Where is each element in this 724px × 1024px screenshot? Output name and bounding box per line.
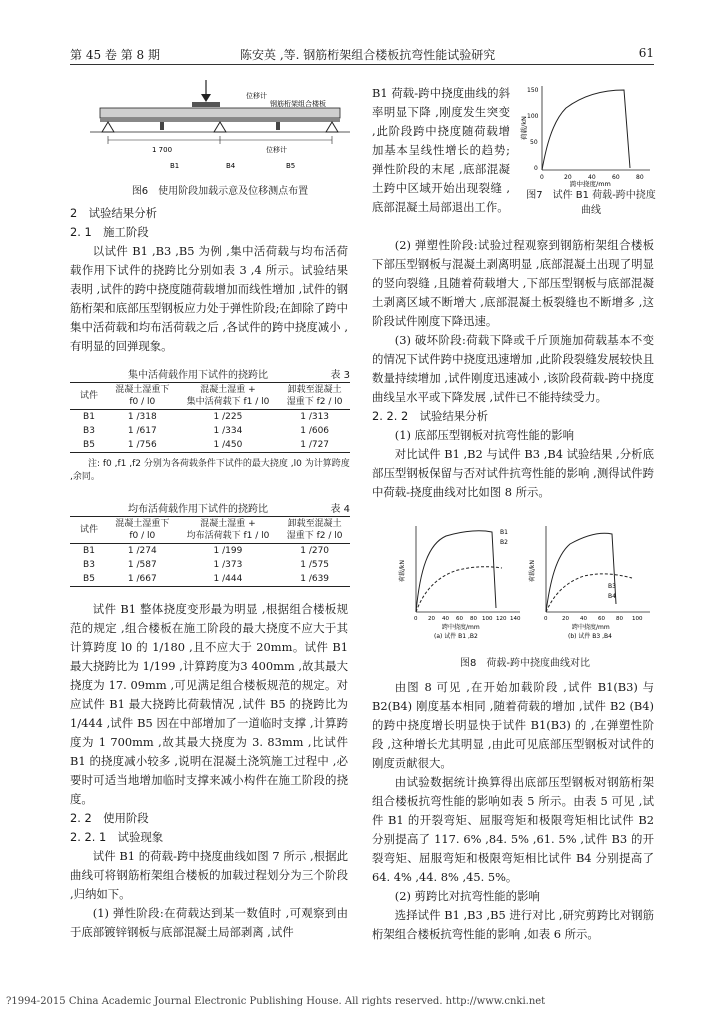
table-cell: 1 /225 — [213, 412, 243, 422]
table-header: 卸载至混凝土 湿重下 f2 / l0 — [279, 383, 350, 410]
paragraph: 选择试件 B1 ,B3 ,B5 进行对比 ,研究剪跨比对钢筋桁架组合楼板抗弯性能的影响 ,如表 6 所示。 — [372, 908, 654, 941]
fig8a-series-b1 — [416, 531, 496, 612]
fig8b-x-tick: 80 — [616, 616, 623, 622]
subsection-heading: 2. 2. 2 试验结果分析 — [372, 409, 488, 423]
table-cell: 1 /334 — [213, 426, 243, 436]
table4 — [70, 516, 350, 587]
fig8b-x-tick: 40 — [580, 616, 587, 622]
table-cell: 1 /313 — [300, 412, 330, 422]
table4-title — [70, 500, 350, 515]
paragraph: 以试件 B1 ,B3 ,B5 为例 ,集中活荷载与均布活荷载作用下试件的挠跨比分别如表 3 ,4 所示。试验结果表明 ,试件的跨中挠度随荷载增加而线性增加 ,试件的钢筋桁架和底部压型钢板应力处于弹性阶段;在卸除了跨中集中活荷载和均布活荷载之后 ,各试件的跨中挠度减小 ,有明显的回弹现象。 — [70, 244, 348, 353]
fig6-label: B1 — [170, 162, 180, 170]
left-column-top — [70, 204, 348, 356]
right-top-paragraph — [372, 84, 510, 217]
paragraph: (1) 弹性阶段:在荷载达到某一数值时 ,可观察到由于底部镀锌钢板与底部混凝土局部剥离 ,试件 — [70, 906, 348, 939]
table-cell: 1 /587 — [127, 560, 157, 570]
fig7-y-tick: 150 — [527, 87, 539, 94]
table-cell: 1 /274 — [127, 546, 157, 556]
fig7-x-tick: 60 — [612, 174, 620, 181]
fig8a-x-tick: 100 — [482, 616, 493, 622]
fig8b-y-label: 荷载/kN — [529, 560, 536, 582]
table-header: 混凝土湿重 + 均布活荷载下 f1 / l0 — [177, 517, 280, 544]
paragraph: 试件 B1 整体挠度变形最为明显 ,根据组合楼板规范的规定 ,组合楼板在施工阶段的最大挠度不应大于其计算跨度 l0 的 1/180 ,且不应大于 20mm。试件 B1 最大挠跨比为 1/199 ,计算跨度为3 400mm ,故其最大挠度为 17. 09mm ,可见满足组合楼板规范的规定。对应试件 B1 最大挠跨比荷载情况 ,试件 B5 的挠跨比为 1/444 ,试件 B5 因在中部增加了一道临时支撑 ,计算跨度为 1 700mm ,故其最大挠度为 3. 83mm ,比试件 B1 的挠度减小较多 ,说明在混凝土浇筑施工过程中 ,必要时可适当地增加临时支撑来减小构件在施工阶段的挠度。 — [70, 602, 348, 806]
fig8b-x-label: 跨中挠度/mm — [572, 624, 610, 631]
table-row — [70, 424, 350, 438]
fig8a-x-tick: 20 — [428, 616, 435, 622]
fig6-label: 钢筋桁架组合楼板 — [270, 100, 326, 108]
table-row — [70, 438, 350, 453]
table-cell: B3 — [83, 560, 95, 570]
fig8a-x-tick: 120 — [496, 616, 507, 622]
table-cell: 1 /617 — [127, 426, 157, 436]
right-column-bottom — [372, 678, 654, 944]
table-cell: 1 /575 — [300, 560, 330, 570]
table-header: 卸载至混凝土 湿重下 f2 / l0 — [279, 517, 350, 544]
article-running-title: 陈安英 ,等. 钢筋桁架组合楼板抗弯性能试验研究 — [240, 48, 496, 62]
fig7-x-tick: 20 — [564, 174, 572, 181]
left-column-bottom — [70, 600, 348, 942]
paragraph: (3) 破坏阶段:荷载下降或千斤顶施加荷载基本不变的情况下试件跨中挠度迅速增加 ,此阶段裂缝发展较快且数量持续增加 ,试件刚度迅速减小 ,该阶段荷载-跨中挠度曲线呈水平或下降发展 ,试件已不能持续受力。 — [372, 333, 654, 404]
copyright-text: ?1994-2015 China Academic Journal Electronic Publishing House. All rights reserved. http://www.cnki.net — [6, 996, 546, 1007]
table-row — [70, 410, 350, 425]
fig8b-x-tick: 0 — [544, 616, 548, 622]
table-cell: 1 /606 — [300, 426, 330, 436]
subsection-heading: 2. 2 使用阶段 — [70, 811, 149, 825]
paragraph: 由试验数据统计换算得出底部压型钢板对钢筋桁架组合楼板抗弯性能的影响如表 5 所示。由表 5 可见 ,试件 B1 的开裂弯矩、屈服弯矩和极限弯矩相比试件 B2 分别提高了 117. 6% ,84. 5% ,61. 5% ,试件 B3 的开裂弯矩、屈服弯矩和极限弯矩相比试件 B4 分别提高了 64. 4% ,44. 8% ,45. 5%。 — [372, 775, 654, 884]
subsubsection-heading: (2) 剪跨比对抗弯性能的影响 — [394, 889, 540, 903]
page-number: 61 — [638, 46, 654, 60]
fig7-y-tick: 100 — [527, 113, 539, 120]
fig6-label: B4 — [226, 162, 236, 170]
fig7-x-tick: 40 — [588, 174, 596, 181]
fig8a-legend-b2: B2 — [500, 539, 508, 546]
table-header: 混凝土湿重 + 集中活荷载下 f1 / l0 — [177, 383, 280, 410]
table-row — [70, 572, 350, 587]
fig8b-legend-b4: B4 — [608, 593, 616, 600]
fig8a-series-b2 — [416, 567, 502, 612]
paragraph: 试件 B1 的荷载-跨中挠度曲线如图 7 所示 ,根据此曲线可将钢筋桁架组合楼板的加载过程划分为三个阶段 ,归纳如下。 — [70, 849, 348, 901]
fig7-y-label: 荷载/kN — [520, 116, 528, 140]
fig8b-x-tick: 20 — [562, 616, 569, 622]
table-cell: 1 /199 — [213, 546, 243, 556]
fig7-y-tick: 50 — [530, 139, 538, 146]
fig8a-legend-b1: B1 — [500, 529, 508, 536]
table-cell: B1 — [83, 546, 95, 556]
fig8a-x-tick: 0 — [414, 616, 418, 622]
subsubsection-heading: (1) 底部压型钢板对抗弯性能的影响 — [394, 428, 575, 442]
fig7-x-tick: 80 — [636, 174, 644, 181]
copyright-footer — [0, 996, 724, 1007]
running-header — [70, 44, 654, 65]
subsection-heading: 2. 1 施工阶段 — [70, 225, 149, 239]
fig8-charts — [396, 520, 654, 640]
fig8a-x-tick: 60 — [456, 616, 463, 622]
fig6-caption: 图6 使用阶段加载示意及位移测点布置 — [131, 186, 309, 197]
fig7-curve — [542, 90, 630, 170]
fig8b-caption: (b) 试件 B3 ,B4 — [568, 633, 612, 640]
paragraph: (2) 弹塑性阶段:试验过程观察到钢筋桁架组合楼板下部压型钢板与混凝土剥离明显 ,底部混凝土出现了明显的竖向裂缝 ,且随着荷载增大 ,下部压型钢板与底部混凝土剥离区域不断增大 ,底部混凝土板裂缝也不断增多 ,这阶段试件刚度下降迅速。 — [372, 238, 654, 328]
fig8a-x-tick: 80 — [470, 616, 477, 622]
table3-note: 注: f0 ,f1 ,f2 分别为各荷载条件下试件的最大挠度 ,l0 为计算跨度 ,余同。 — [70, 459, 350, 482]
fig7-chart — [522, 82, 654, 186]
fig8b-series-b3 — [546, 533, 616, 612]
fig6-label: 位移计 — [246, 92, 267, 100]
fig6-loading-diagram — [80, 78, 360, 178]
fig8-caption: 图8 荷载-跨中挠度曲线对比 — [460, 658, 590, 669]
table3-number: 表 3 — [330, 370, 350, 381]
table-cell: 1 /318 — [127, 412, 157, 422]
fig6-label: B5 — [286, 162, 296, 170]
table-header: 混凝土湿重下 f0 / l0 — [108, 383, 177, 410]
table3 — [70, 382, 350, 453]
table-row — [70, 558, 350, 572]
right-column-text — [372, 236, 654, 502]
fig8a-x-label: 跨中挠度/mm — [442, 624, 480, 631]
table-header: 试件 — [70, 517, 108, 544]
table-cell: B3 — [83, 426, 95, 436]
table-cell: B5 — [70, 438, 108, 453]
table-cell: 1 /727 — [279, 438, 350, 453]
table-cell: 1 /756 — [108, 438, 177, 453]
table-cell: 1 /373 — [213, 560, 243, 570]
journal-volume: 第 45 卷 第 8 期 — [70, 48, 160, 62]
table-header: 试件 — [70, 383, 108, 410]
table4-title-text: 均布活荷载作用下试件的挠跨比 — [128, 504, 268, 515]
fig7-x-label: 跨中挠度/mm — [570, 180, 611, 188]
fig6-label: 1 700 — [152, 146, 173, 154]
table-cell: 1 /450 — [177, 438, 280, 453]
fig8b-series-b4 — [546, 574, 632, 612]
table-header: 混凝土湿重下 f0 / l0 — [108, 517, 177, 544]
table-cell: 1 /270 — [300, 546, 330, 556]
table-cell: 1 /639 — [279, 572, 350, 587]
paragraph: 对比试件 B1 ,B2 与试件 B3 ,B4 试验结果 ,分析底部压型钢板保留与否对试件抗弯性能的影响 ,测得试件跨中荷载-挠度曲线对比如图 8 所示。 — [372, 447, 654, 499]
fig8b-legend-b3: B3 — [608, 583, 616, 590]
fig7-caption: 图7 试件 B1 荷载-跨中挠度曲线 — [526, 190, 656, 216]
paragraph: 由图 8 可见 ,在开始加载阶段 ,试件 B1(B3) 与 B2(B4) 刚度基本相同 ,随着荷载的增加 ,试件 B2 (B4) 的跨中挠度增长明显快于试件 B1(B3) 的 ,在弹塑性阶段 ,这种增长尤其明显 ,由此可见底部压型钢板对试件的刚度贡献很大。 — [372, 680, 654, 770]
section-heading: 2 试验结果分析 — [70, 206, 157, 220]
table-cell: 1 /444 — [177, 572, 280, 587]
table3-title-text: 集中活荷载作用下试件的挠跨比 — [128, 370, 268, 381]
table-row — [70, 544, 350, 559]
fig8a-x-tick: 140 — [510, 616, 521, 622]
table-cell: 1 /667 — [108, 572, 177, 587]
subsection-heading: 2. 2. 1 试验现象 — [70, 830, 164, 844]
fig8a-x-tick: 40 — [442, 616, 449, 622]
fig8b-x-tick: 60 — [598, 616, 605, 622]
fig8a-caption: (a) 试件 B1 ,B2 — [434, 633, 478, 640]
fig8a-y-label: 荷载/kN — [399, 560, 406, 582]
table-cell: B5 — [70, 572, 108, 587]
table-cell: B1 — [83, 412, 95, 422]
fig8b-x-tick: 100 — [632, 616, 643, 622]
paragraph: B1 荷载-跨中挠度曲线的斜率明显下降 ,刚度发生突变 ,此阶段跨中挠度随荷载增加基本呈线性增长的趋势;弹性阶段的末尾 ,底部混凝土跨中区域开始出现裂缝 ,底部混凝土局部退出工作。 — [372, 86, 510, 214]
table3-title — [70, 366, 350, 381]
fig7-x-tick: 0 — [540, 174, 544, 181]
fig6-label: 位移计 — [266, 146, 287, 154]
table4-number: 表 4 — [330, 504, 350, 515]
fig7-y-tick: 0 — [534, 165, 538, 172]
